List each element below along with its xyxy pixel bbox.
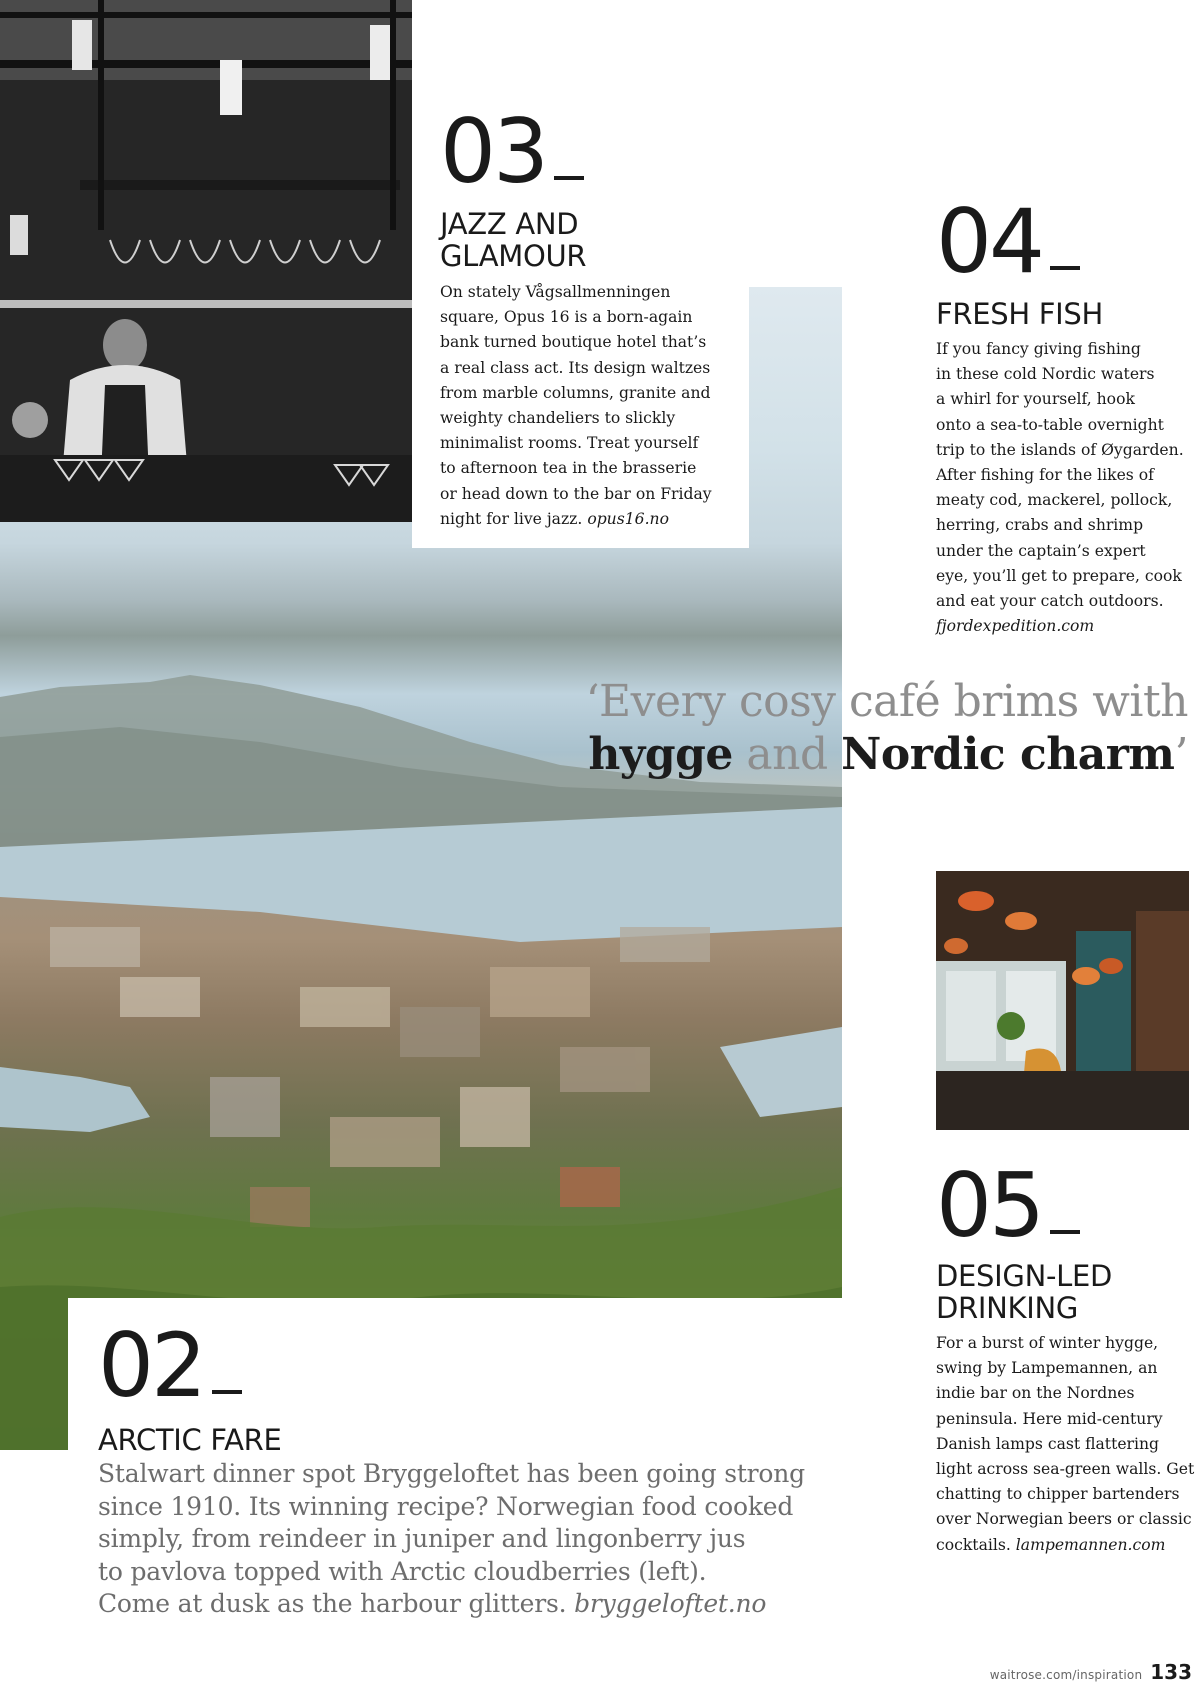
body-line: Stalwart dinner spot Bryggeloftet has been going strong (98, 1459, 805, 1488)
body-line: simply, from reindeer in juniper and lingonberry jus (98, 1524, 746, 1554)
quote-close-mark: ’ (1174, 729, 1188, 780)
body-line: Danish lamps cast flattering (936, 1434, 1160, 1453)
body-text: night for live jazz. (440, 509, 583, 528)
section-02 (98, 1314, 878, 1621)
body-line: in these cold Nordic waters (936, 365, 1155, 384)
body-line: a real class act. Its design waltzes (440, 358, 711, 377)
heading-line: DESIGN-LED (936, 1259, 1113, 1293)
page-number: 133 (1150, 1660, 1192, 1684)
bryggeloftet-link[interactable]: bryggeloftet.no (574, 1589, 767, 1619)
body-line: On stately Vågsallmenningen (440, 283, 671, 301)
section-03-body (440, 280, 740, 532)
body-line (98, 1588, 878, 1621)
pull-quote-line2 (586, 728, 1188, 782)
number-dash (1050, 266, 1080, 270)
body-line: from marble columns, granite and (440, 383, 711, 402)
body-line: onto a sea-to-table overnight (936, 415, 1164, 434)
body-text: Come at dusk as the harbour glitters. (98, 1589, 567, 1619)
section-02-body (98, 1458, 878, 1621)
body-line: indie bar on the Nordnes (936, 1384, 1135, 1403)
cafe-interior-illustration (936, 871, 1189, 1130)
opus16-bar-photo (0, 0, 412, 522)
body-line: since 1910. Its winning recipe? Norwegian food cooked (98, 1491, 794, 1521)
body-line: After fishing for the likes of (936, 466, 1154, 485)
body-line: peninsula. Here mid-century (936, 1409, 1163, 1428)
heading-line: DRINKING (936, 1291, 1079, 1325)
body-line: weighty chandeliers to slickly (440, 409, 676, 428)
section-02-heading: ARCTIC FARE (98, 1423, 282, 1457)
quote-and: and (732, 729, 842, 780)
section-05 (936, 1154, 1198, 1558)
body-line: minimalist rooms. Treat yourself (440, 434, 699, 453)
heading-line: GLAMOUR (440, 239, 587, 273)
body-line: to pavlova topped with Arctic cloudberries (left). (98, 1556, 707, 1586)
body-line: or head down to the bar on Friday (440, 484, 712, 503)
body-line: square, Opus 16 is a born-again (440, 308, 693, 327)
quote-hygge: hygge (588, 729, 733, 780)
body-line: over Norwegian beers or classic (936, 1510, 1192, 1529)
body-line: swing by Lampemannen, an (936, 1359, 1158, 1378)
body-line: light across sea-green walls. Get (936, 1460, 1195, 1479)
pull-quote (586, 676, 1188, 782)
lampemannen-link[interactable]: lampemannen.com (1015, 1535, 1166, 1554)
number-dash (1050, 1230, 1080, 1234)
section-02-number: 02 (98, 1322, 878, 1410)
body-line: eye, you’ll get to prepare, cook (936, 566, 1182, 585)
bartender-illustration (0, 0, 412, 522)
section-04-body (936, 337, 1198, 639)
number-dash (212, 1390, 242, 1394)
body-line: herring, crabs and shrimp (936, 516, 1144, 535)
body-line: bank turned boutique hotel that’s (440, 333, 707, 352)
body-line: chatting to chipper bartenders (936, 1485, 1180, 1504)
pull-quote-line1: ‘Every cosy café brims with (585, 676, 1188, 727)
body-text: cocktails. (936, 1535, 1011, 1554)
section-03-number: 03 (440, 108, 740, 196)
page-footer (990, 1660, 1192, 1684)
number-dash (554, 176, 584, 180)
section-03-heading (440, 208, 740, 272)
body-line: meaty cod, mackerel, pollock, (936, 491, 1173, 510)
heading-line: JAZZ AND (440, 207, 579, 241)
body-line: under the captain’s expert (936, 541, 1146, 560)
section-05-body (936, 1331, 1198, 1558)
fjordexpedition-link[interactable]: fjordexpedition.com (936, 617, 1095, 636)
section-04-number: 04 (936, 198, 1198, 286)
body-line (440, 507, 740, 532)
section-04-heading: FRESH FISH (936, 297, 1104, 331)
opus16-link[interactable]: opus16.no (587, 509, 669, 528)
section-05-heading (936, 1260, 1198, 1324)
body-line: a whirl for yourself, hook (936, 390, 1135, 409)
body-line: For a burst of winter hygge, (936, 1334, 1159, 1352)
body-line: trip to the islands of Øygarden. (936, 440, 1184, 459)
body-line: and eat your catch outdoors. (936, 592, 1164, 611)
section-04 (936, 190, 1198, 639)
quote-nordic-charm: Nordic charm (841, 729, 1175, 780)
body-line: to afternoon tea in the brasserie (440, 459, 697, 478)
body-line: If you fancy giving fishing (936, 340, 1141, 358)
footer-url[interactable]: waitrose.com/inspiration (989, 1668, 1143, 1682)
body-line (936, 1533, 1198, 1558)
section-05-number: 05 (936, 1162, 1198, 1250)
section-03 (440, 100, 740, 532)
lampemannen-bar-photo (936, 871, 1189, 1130)
